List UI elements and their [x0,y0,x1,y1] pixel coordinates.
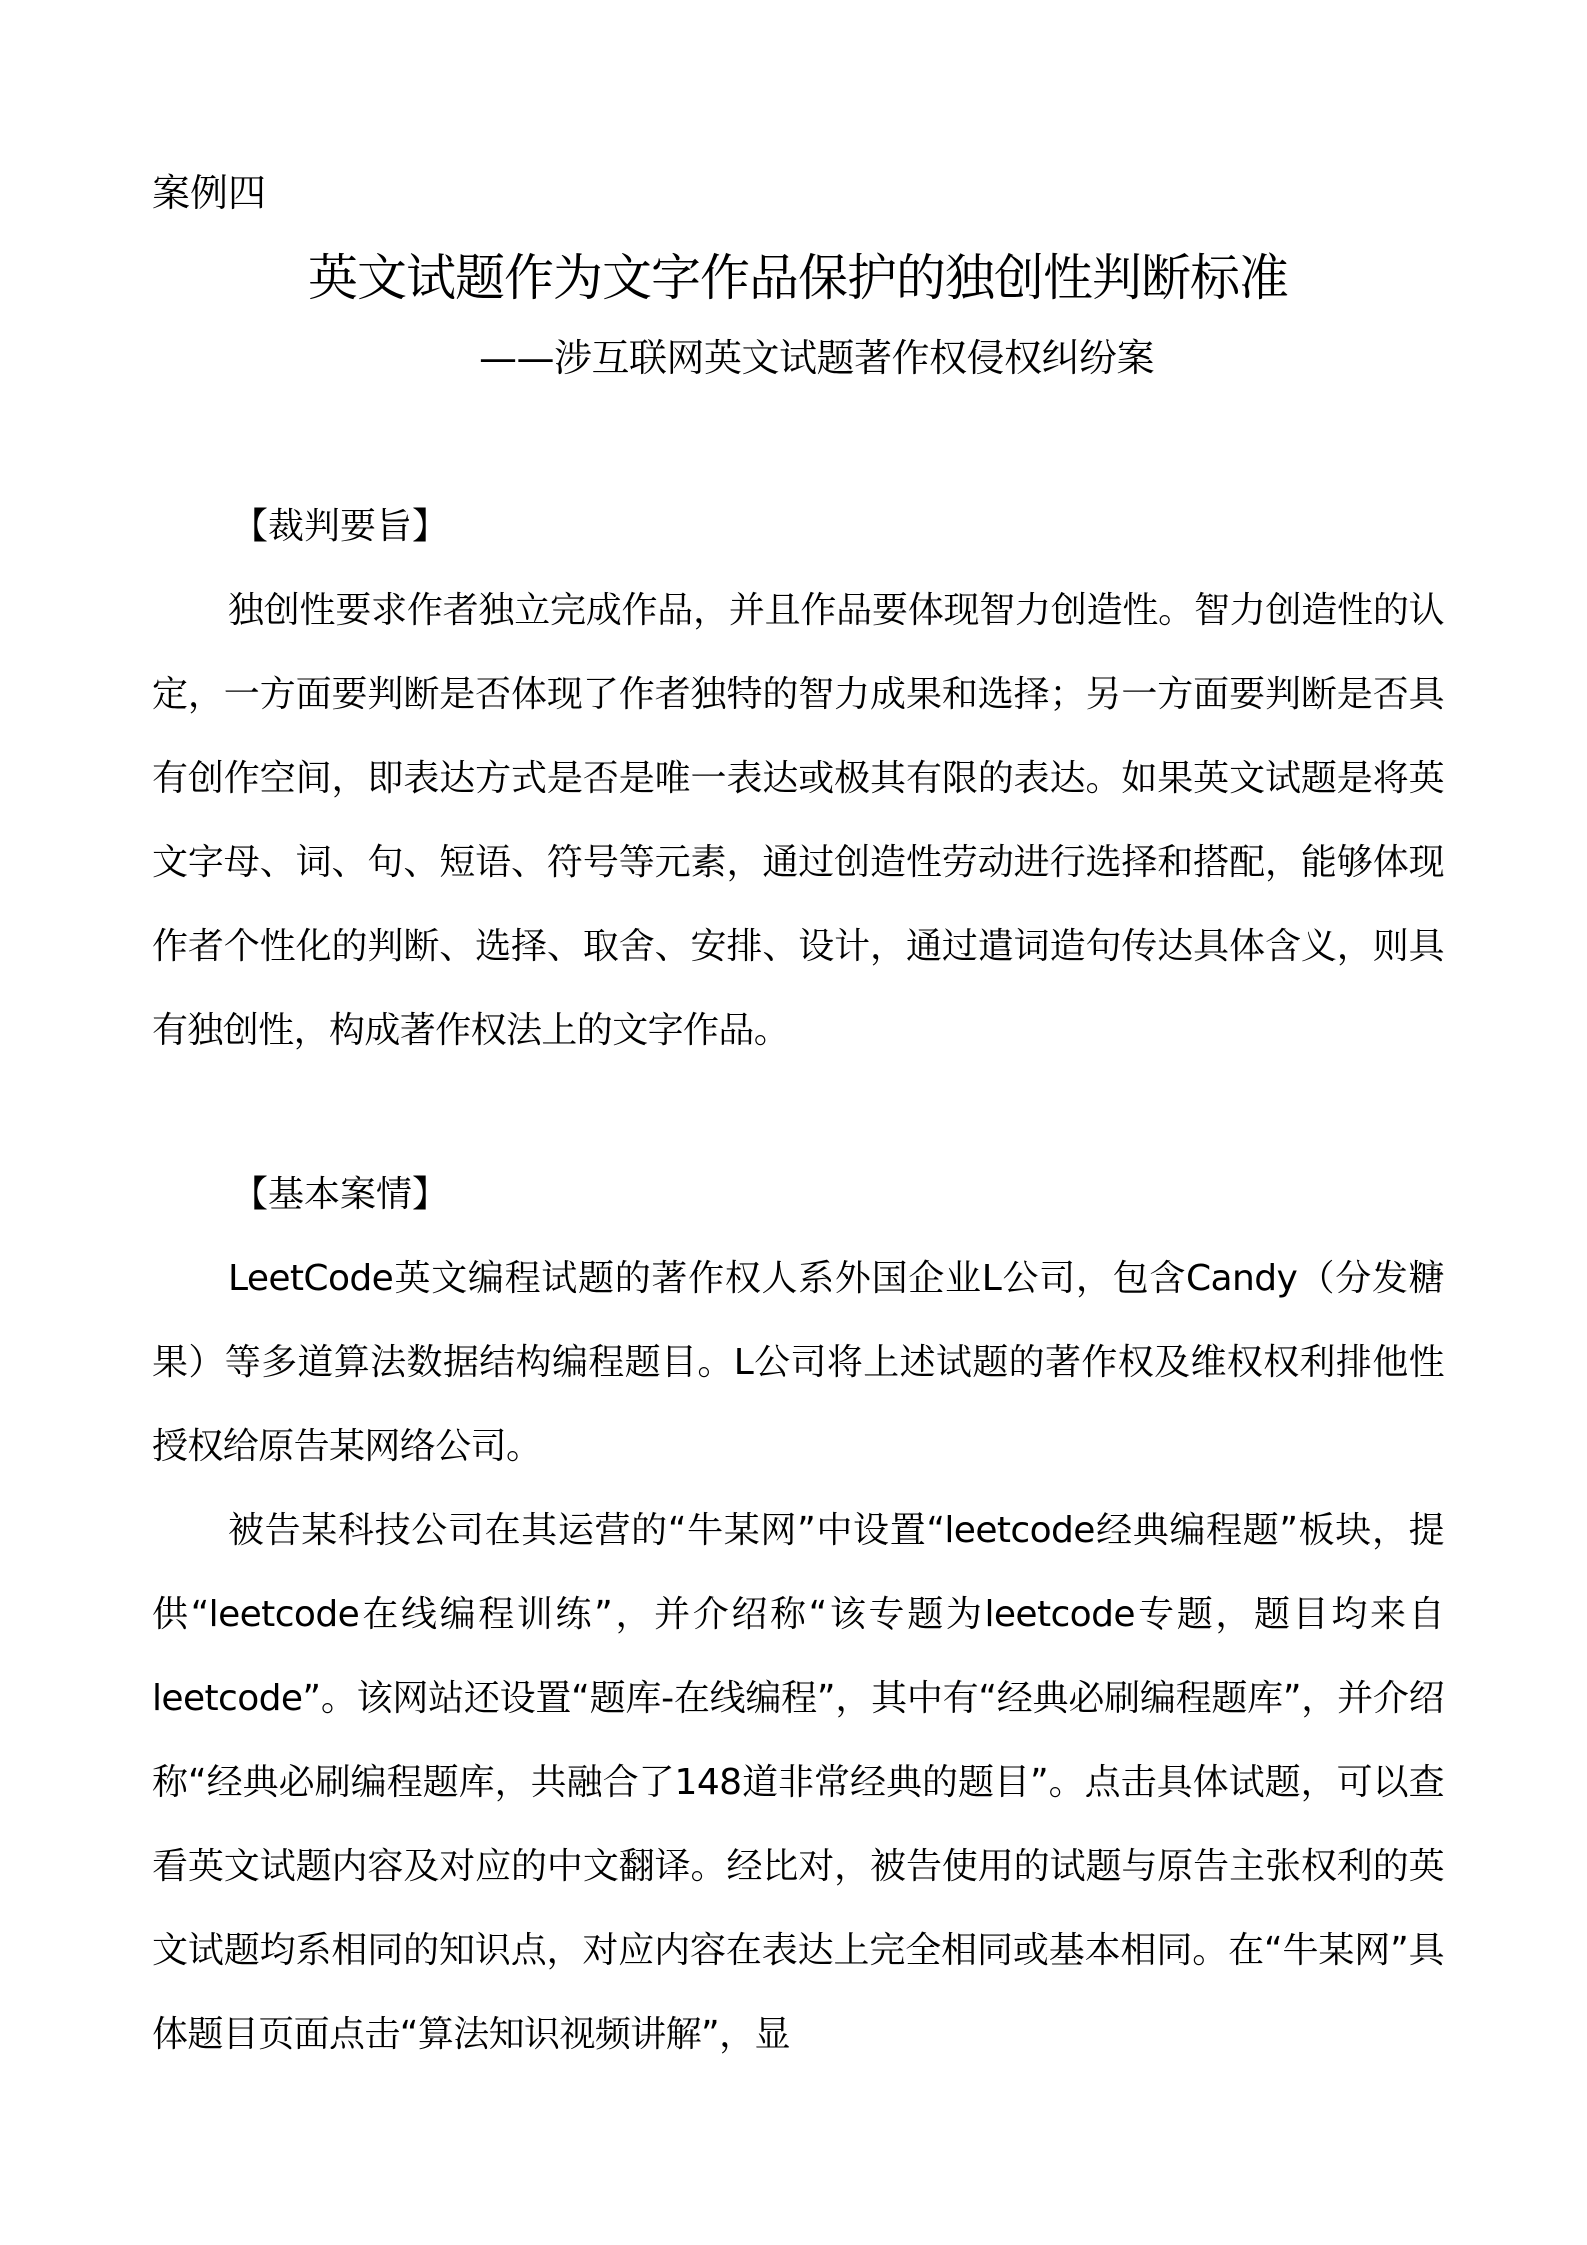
case-label: 案例四 [152,171,267,215]
section-heading: 【裁判要旨】 [232,506,449,547]
document-subtitle: ——涉互联网英文试题著作权侵权纠纷案 [478,336,1154,380]
section-judgment-summary [152,485,1444,1073]
paragraph: 被告某科技公司在其运营的“牛某网”中设置“leetcode经典编程题”板块，提供“leetcode在线编程训练”，并介绍称“该专题为leetcode专题，题目均来自leetcode”。该网站还设置“题库-在线编程”，其中有“经典必刷编程题库”，并介绍称“经典必刷编程题库，共融合了148道非常经典的题目”。点击具体试题，可以查看英文试题内容及对应的中文翻译。经比对，被告使用的试题与原告主张权利的英文试题均系相同的知识点，对应内容在表达上完全相同或基本相同。在“牛某网”具体题目页面点击“算法知识视频讲解”，显 [152,1510,1444,2055]
document-title: 英文试题作为文字作品保护的独创性判断标准 [308,249,1288,307]
paragraph: 独创性要求作者独立完成作品，并且作品要体现智力创造性。智力创造性的认定，一方面要判断是否体现了作者独特的智力成果和选择；另一方面要判断是否具有创作空间，即表达方式是否是唯一表达或极其有限的表达。如果英文试题是将英文字母、词、句、短语、符号等元素，通过创造性劳动进行选择和搭配，能够体现作者个性化的判断、选择、取舍、安排、设计，通过遣词造句传达具体含义，则具有独创性，构成著作权法上的文字作品。 [152,590,1444,1051]
paragraph: LeetCode英文编程试题的著作权人系外国企业L公司，包含Candy（分发糖果）等多道算法数据结构编程题目。L公司将上述试题的著作权及维权权利排他性授权给原告某网络公司。 [152,1258,1444,1467]
section-basic-facts [152,1153,1444,2077]
section-heading: 【基本案情】 [232,1174,449,1215]
